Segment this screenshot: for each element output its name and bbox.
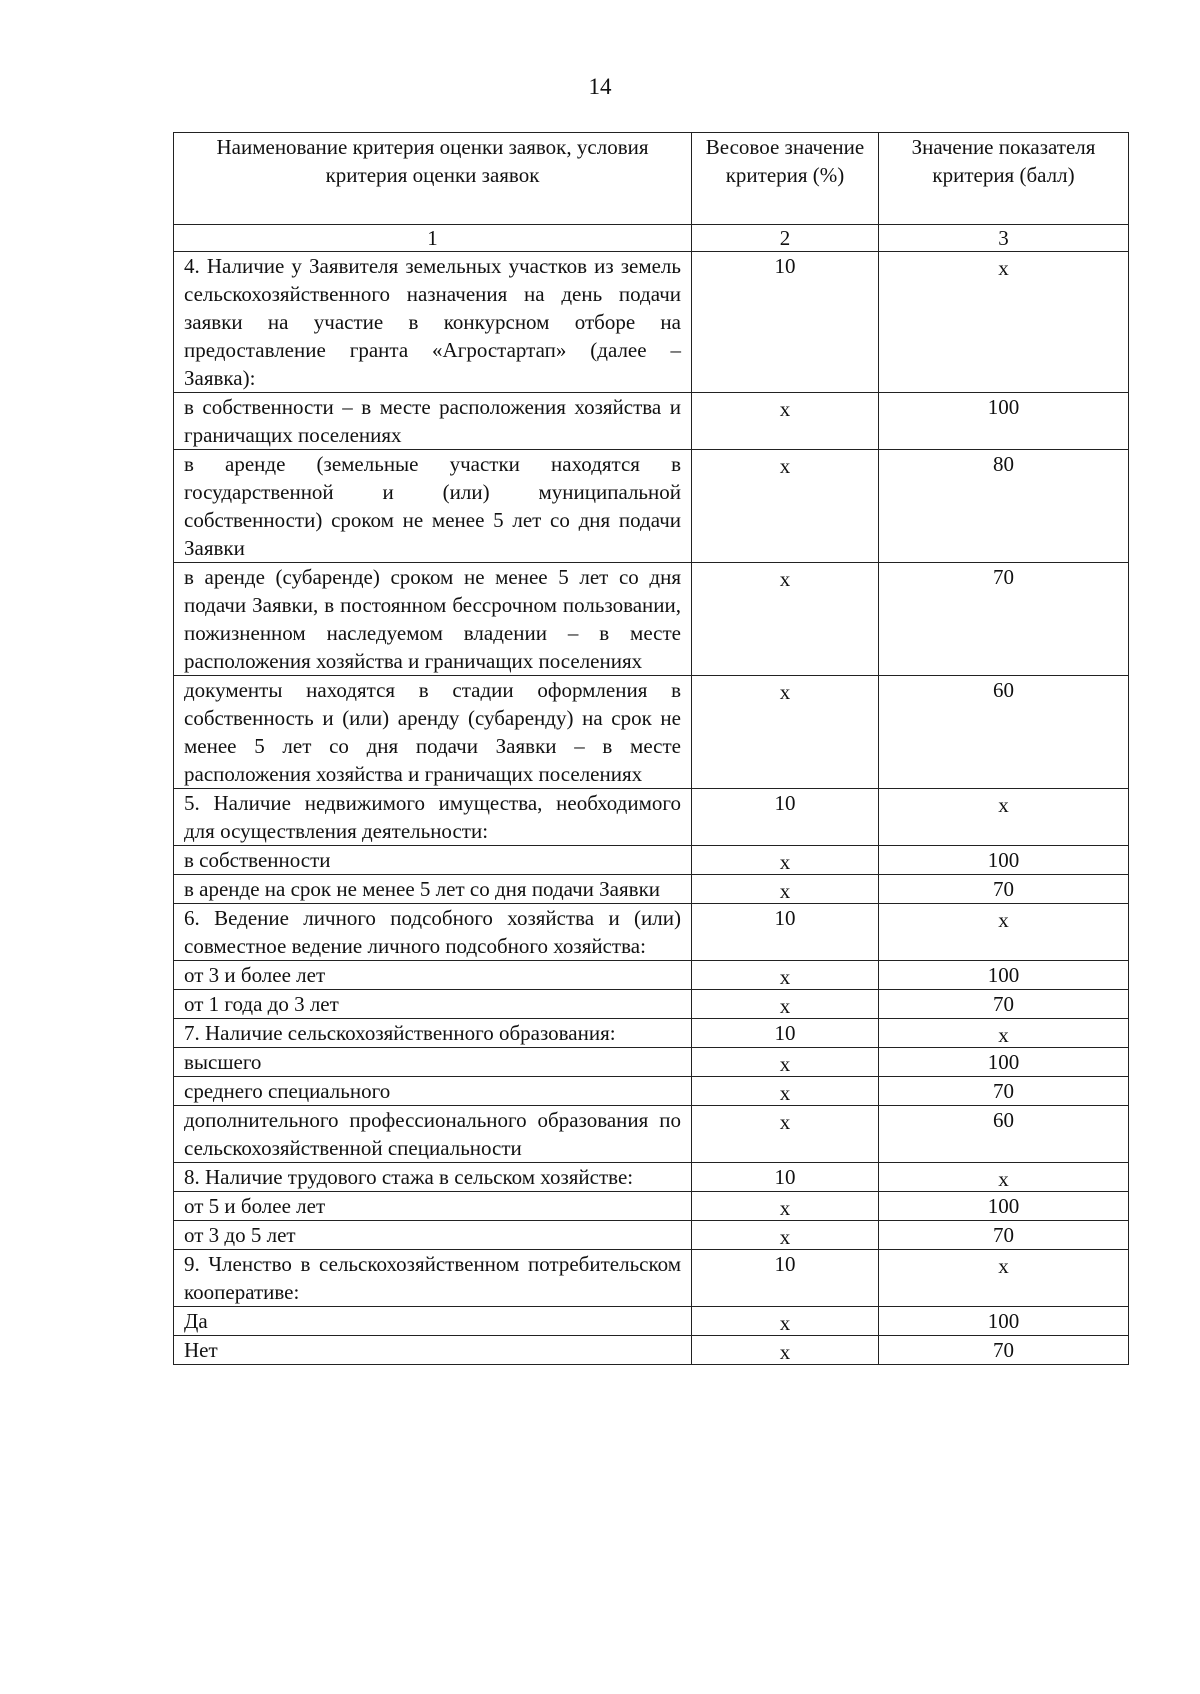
table-row <box>174 1250 1129 1307</box>
criterion-name: в аренде (субаренде) сроком не менее 5 лет со дня подачи Заявки, в постоянном бессрочном пользовании, пожизненном наследуемом владении – в месте расположения хозяйства и граничащих поселениях <box>174 563 692 676</box>
criterion-score: х <box>879 1250 1129 1307</box>
criterion-score: 100 <box>879 961 1129 990</box>
criterion-weight: х <box>692 1048 879 1077</box>
criterion-score: 70 <box>879 1221 1129 1250</box>
criterion-score: 70 <box>879 875 1129 904</box>
criterion-weight: х <box>692 1106 879 1163</box>
criterion-weight: 10 <box>692 904 879 961</box>
criterion-weight: 10 <box>692 1163 879 1192</box>
table-row <box>174 875 1129 904</box>
criterion-name: в собственности – в месте расположения хозяйства и граничащих поселениях <box>174 393 692 450</box>
criterion-weight: х <box>692 875 879 904</box>
criterion-score: 100 <box>879 1048 1129 1077</box>
criterion-name: от 3 и более лет <box>174 961 692 990</box>
criterion-weight: 10 <box>692 789 879 846</box>
criterion-score: 70 <box>879 990 1129 1019</box>
criterion-score: 70 <box>879 1336 1129 1365</box>
criterion-name: от 1 года до 3 лет <box>174 990 692 1019</box>
criterion-name: от 3 до 5 лет <box>174 1221 692 1250</box>
criterion-name: 6. Ведение личного подсобного хозяйства и (или) совместное ведение личного подсобного хозяйства: <box>174 904 692 961</box>
criterion-weight: х <box>692 393 879 450</box>
criterion-weight: х <box>692 846 879 875</box>
criterion-weight: х <box>692 1221 879 1250</box>
table-row <box>174 961 1129 990</box>
criterion-name: в собственности <box>174 846 692 875</box>
criterion-score: 60 <box>879 1106 1129 1163</box>
criterion-score: х <box>879 904 1129 961</box>
header-criterion-name: Наименование критерия оценки заявок, условия критерия оценки заявок <box>174 133 692 225</box>
criterion-weight: х <box>692 1307 879 1336</box>
criterion-name: 9. Членство в сельскохозяйственном потребительском кооперативе: <box>174 1250 692 1307</box>
criterion-weight: х <box>692 1192 879 1221</box>
column-number: 1 <box>174 225 692 252</box>
criterion-name: 7. Наличие сельскохозяйственного образования: <box>174 1019 692 1048</box>
table-row <box>174 450 1129 563</box>
table-row <box>174 393 1129 450</box>
criterion-score: х <box>879 252 1129 393</box>
table-row <box>174 1307 1129 1336</box>
criterion-name: в аренде на срок не менее 5 лет со дня подачи Заявки <box>174 875 692 904</box>
criterion-name: дополнительного профессионального образования по сельскохозяйственной специальности <box>174 1106 692 1163</box>
table-row <box>174 1106 1129 1163</box>
table-row <box>174 676 1129 789</box>
criterion-score: х <box>879 1019 1129 1048</box>
header-weight: Весовое значение критерия (%) <box>692 133 879 225</box>
criterion-weight: х <box>692 961 879 990</box>
table-row <box>174 1019 1129 1048</box>
page-number: 14 <box>588 74 612 99</box>
criterion-name: в аренде (земельные участки находятся в государственной и (или) муниципальной собственности) сроком не менее 5 лет со дня подачи Заявки <box>174 450 692 563</box>
table-row <box>174 990 1129 1019</box>
column-number-row <box>174 225 1129 252</box>
criterion-score: 60 <box>879 676 1129 789</box>
criterion-name: 4. Наличие у Заявителя земельных участков из земель сельскохозяйственного назначения на день подачи заявки на участие в конкурсном отборе на предоставление гранта «Агростартап» (далее – Заявка): <box>174 252 692 393</box>
table-header-row <box>174 133 1129 225</box>
criterion-name: Нет <box>174 1336 692 1365</box>
table-row <box>174 1048 1129 1077</box>
criterion-score: 100 <box>879 1307 1129 1336</box>
criterion-weight: х <box>692 1336 879 1365</box>
criterion-score: х <box>879 789 1129 846</box>
criteria-table <box>173 132 1129 1365</box>
table-row <box>174 1077 1129 1106</box>
column-number: 2 <box>692 225 879 252</box>
table-row <box>174 846 1129 875</box>
table-row <box>174 252 1129 393</box>
table-row <box>174 1221 1129 1250</box>
criterion-name: документы находятся в стадии оформления в собственность и (или) аренду (субаренду) на срок не менее 5 лет со дня подачи Заявки – в месте расположения хозяйства и граничащих поселениях <box>174 676 692 789</box>
table-row <box>174 904 1129 961</box>
criterion-weight: х <box>692 676 879 789</box>
table-row <box>174 789 1129 846</box>
criterion-score: х <box>879 1163 1129 1192</box>
criterion-name: 5. Наличие недвижимого имущества, необходимого для осуществления деятельности: <box>174 789 692 846</box>
criterion-weight: 10 <box>692 1019 879 1048</box>
criterion-name: среднего специального <box>174 1077 692 1106</box>
header-score: Значение показателя критерия (балл) <box>879 133 1129 225</box>
criterion-name: Да <box>174 1307 692 1336</box>
criterion-weight: х <box>692 563 879 676</box>
criterion-weight: х <box>692 1077 879 1106</box>
criterion-weight: х <box>692 990 879 1019</box>
criterion-score: 80 <box>879 450 1129 563</box>
criterion-score: 100 <box>879 1192 1129 1221</box>
criterion-weight: х <box>692 450 879 563</box>
table-row <box>174 1336 1129 1365</box>
criterion-score: 70 <box>879 563 1129 676</box>
criterion-weight: 10 <box>692 252 879 393</box>
table-row <box>174 1163 1129 1192</box>
criterion-name: от 5 и более лет <box>174 1192 692 1221</box>
criterion-name: 8. Наличие трудового стажа в сельском хозяйстве: <box>174 1163 692 1192</box>
table-row <box>174 1192 1129 1221</box>
criterion-score: 100 <box>879 846 1129 875</box>
criterion-name: высшего <box>174 1048 692 1077</box>
criterion-weight: 10 <box>692 1250 879 1307</box>
column-number: 3 <box>879 225 1129 252</box>
criterion-score: 70 <box>879 1077 1129 1106</box>
criterion-score: 100 <box>879 393 1129 450</box>
table-row <box>174 563 1129 676</box>
